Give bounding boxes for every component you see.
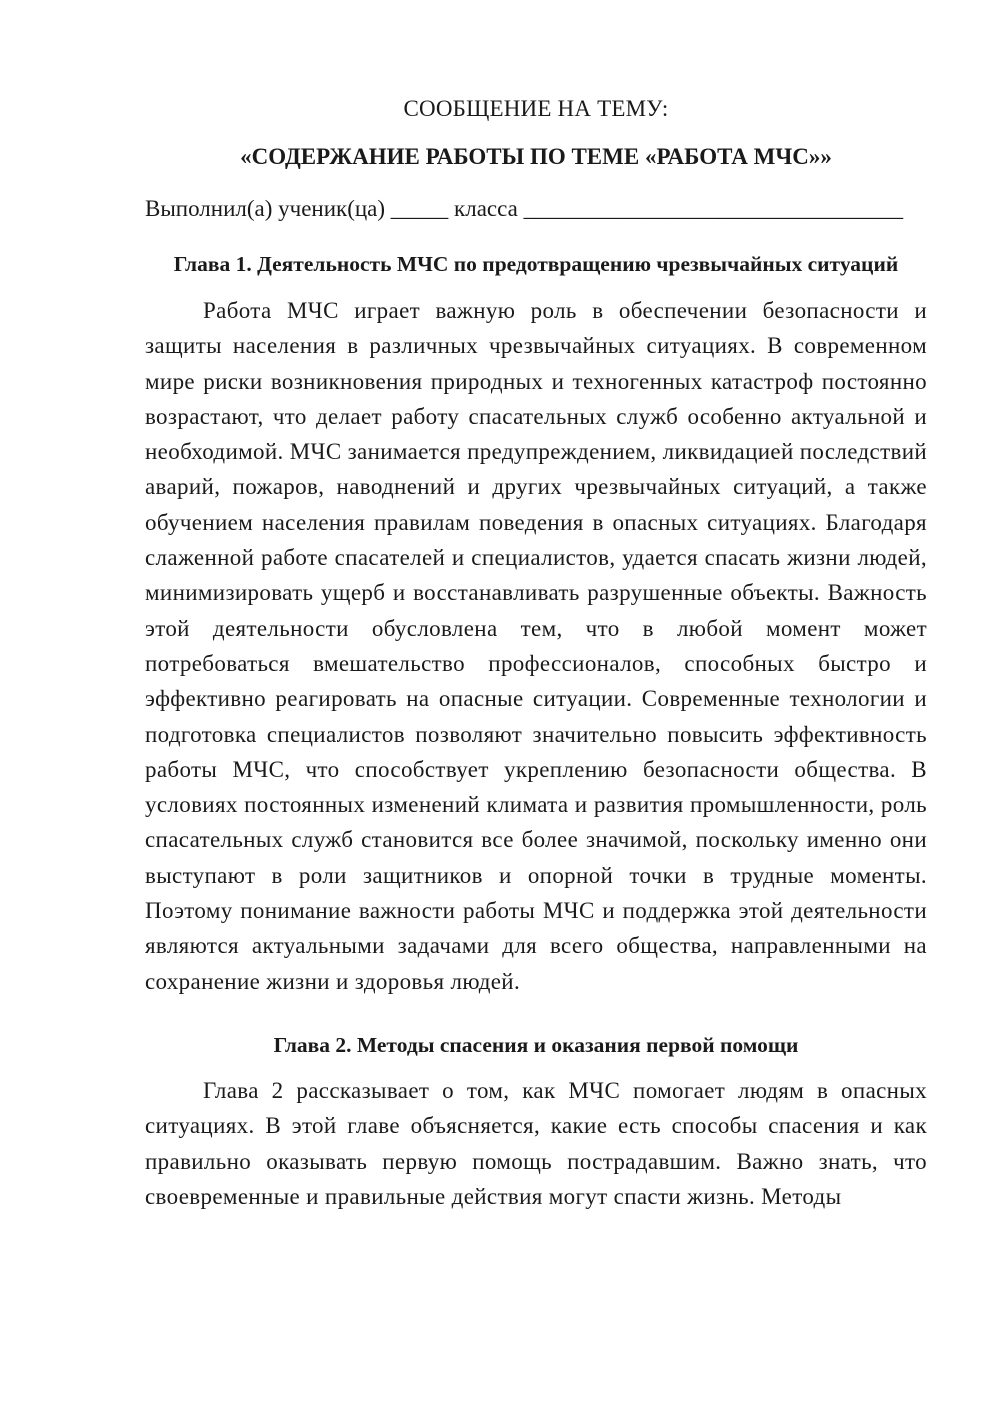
author-line: Выполнил(а) ученик(ца) _____ класса _________________________________ — [145, 196, 904, 221]
document-topic: «СОДЕРЖАНИЕ РАБОТЫ ПО ТЕМЕ «РАБОТА МЧС»» — [240, 144, 832, 169]
chapter-1-paragraph: Работа МЧС играет важную роль в обеспечении безопасности и защиты населения в различных чрезвычайных ситуациях. В современном мире риски возникновения природных и техногенных катастроф постоянно возрастают, что делает работу спасательных служб особенно актуальной и необходимой. МЧС занимается предупреждением, ликвидацией последствий аварий, пожаров, наводнений и других чрезвычайных ситуаций, а также обучением населения правилам поведения в опасных ситуациях. Благодаря слаженной работе спасателей и специалистов, удается спасать жизни людей, минимизировать ущерб и восстанавливать разрушенные объекты. Важность этой деятельности обусловлена тем, что в любой момент может потребоваться вмешательство профессионалов, способных быстро и эффективно реагировать на опасные ситуации. Современные технологии и подготовка специалистов позволяют значительно повысить эффективность работы МЧС, что способствует укреплению безопасности общества. В условиях постоянных изменений климата и развития промышленности, роль спасательных служб становится все более значимой, поскольку именно они выступают в роли защитников и опорной точки в трудные моменты. Поэтому понимание важности работы МЧС и поддержка этой деятельности являются актуальными задачами для всего общества, направленными на сохранение жизни и здоровья людей. — [145, 298, 928, 994]
document-page — [145, 92, 927, 1214]
document-title: СООБЩЕНИЕ НА ТЕМУ: — [403, 96, 669, 121]
chapter-2-paragraph: Глава 2 рассказывает о том, как МЧС помогает людям в опасных ситуациях. В этой главе объясняется, какие есть способы спасения и как правильно оказывать первую помощь пострадавшим. Важно знать, что своевременные и правильные действия могут спасти жизнь. Методы — [145, 1077, 927, 1209]
chapter-2-heading: Глава 2. Методы спасения и оказания первой помощи — [273, 1032, 799, 1057]
chapter-1-heading: Глава 1. Деятельность МЧС по предотвращению чрезвычайных ситуаций — [173, 252, 899, 276]
